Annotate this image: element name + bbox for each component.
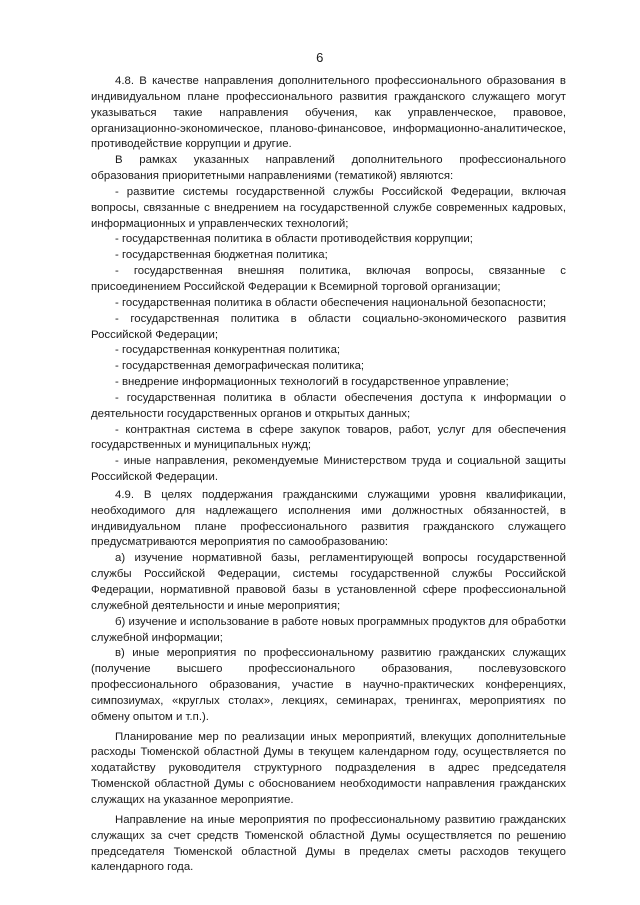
list-item-anticorruption: - государственная политика в области противодействия коррупции; (115, 233, 473, 246)
list-item-information-access: - государственная политика в области обеспечения доступа к информации о деятельности государственных органов и открытых данных; (91, 391, 566, 420)
list-item-c-other-events: в) иные мероприятия по профессиональному развитию гражданских служащих (получение высшего профессионального образования, послевузовского профессионального образования, участие в научно-практических конференциях, симпозиумах, «круглых столах», лекциях, семинарах, тренингах, мероприятиях по обмену опытом и т.п.). (91, 647, 566, 723)
list-item-national-security: - государственная политика в области обеспечения национальной безопасности; (115, 296, 547, 309)
list-item-demographic-policy: - государственная демографическая политика; (115, 360, 365, 373)
paragraph-priority-intro: В рамках указанных направлений дополнительного профессионального образования приоритетными направлениями (тематикой) являются: (91, 154, 566, 183)
list-item-competition-policy: - государственная конкурентная политика; (115, 344, 341, 357)
list-item-procurement: - контрактная система в сфере закупок товаров, работ, услуг для обеспечения государственных и муниципальных нужд; (91, 423, 566, 452)
paragraph-planning: Планирование мер по реализации иных мероприятий, влекущих дополнительные расходы Тюменской областной Думы в текущем календарном году, осуществляется по ходатайству руководителя структурного подразделения в адрес председателя Тюменской областной Думы с обоснованием необходимости направления гражданских служащих на указанное мероприятие. (91, 730, 566, 806)
list-item-civil-service: - развитие системы государственной службы Российской Федерации, включая вопросы, связанные с внедрением на государственной службе современных кадровых, информационных и управленческих технологий; (91, 185, 566, 230)
list-item-other-directions: - иные направления, рекомендуемые Министерством труда и социальной защиты Российской Федерации. (91, 455, 566, 484)
paragraph-funding: Направление на иные мероприятия по профессиональному развитию гражданских служащих за счет средств Тюменской областной Думы осуществляется по решению председателя Тюменской областной Думы в пределах сметы расходов текущего календарного года. (91, 813, 566, 874)
list-item-socioeconomic: - государственная политика в области социально-экономического развития Российской Федерации; (91, 312, 566, 341)
paragraph-4-8: 4.8. В качестве направления дополнительного профессионального образования в индивидуальном плане профессионального развития гражданского служащего могут указываться такие направления обучения, как управленческое, правовое, организационно-экономическое, планово-финансовое, информационно-аналитическое, противодействие коррупции и другие. (91, 75, 566, 151)
list-item-a-regulatory-study: а) изучение нормативной базы, регламентирующей вопросы государственной службы Российской Федерации, системы государственной службы Российской Федерации, нормативной правовой базы в установленной сфере профессиональной служебной деятельности и иные мероприятия; (91, 552, 566, 612)
paragraph-4-9: 4.9. В целях поддержания гражданскими служащими уровня квалификации, необходимого для надлежащего исполнения ими должностных обязанностей, в индивидуальном плане профессионального развития гражданского служащего предусматриваются мероприятия по самообразованию: (91, 488, 566, 549)
list-item-budget-policy: - государственная бюджетная политика; (115, 249, 328, 262)
list-item-it-implementation: - внедрение информационных технологий в государственное управление; (115, 376, 509, 389)
document-body (91, 74, 566, 876)
list-item-b-software-study: б) изучение и использование в работе новых программных продуктов для обработки служебной информации; (91, 615, 566, 644)
list-item-foreign-policy: - государственная внешняя политика, включая вопросы, связанные с присоединением Российской Федерации к Всемирной торговой организации; (91, 265, 566, 293)
page-number: 6 (316, 50, 324, 65)
